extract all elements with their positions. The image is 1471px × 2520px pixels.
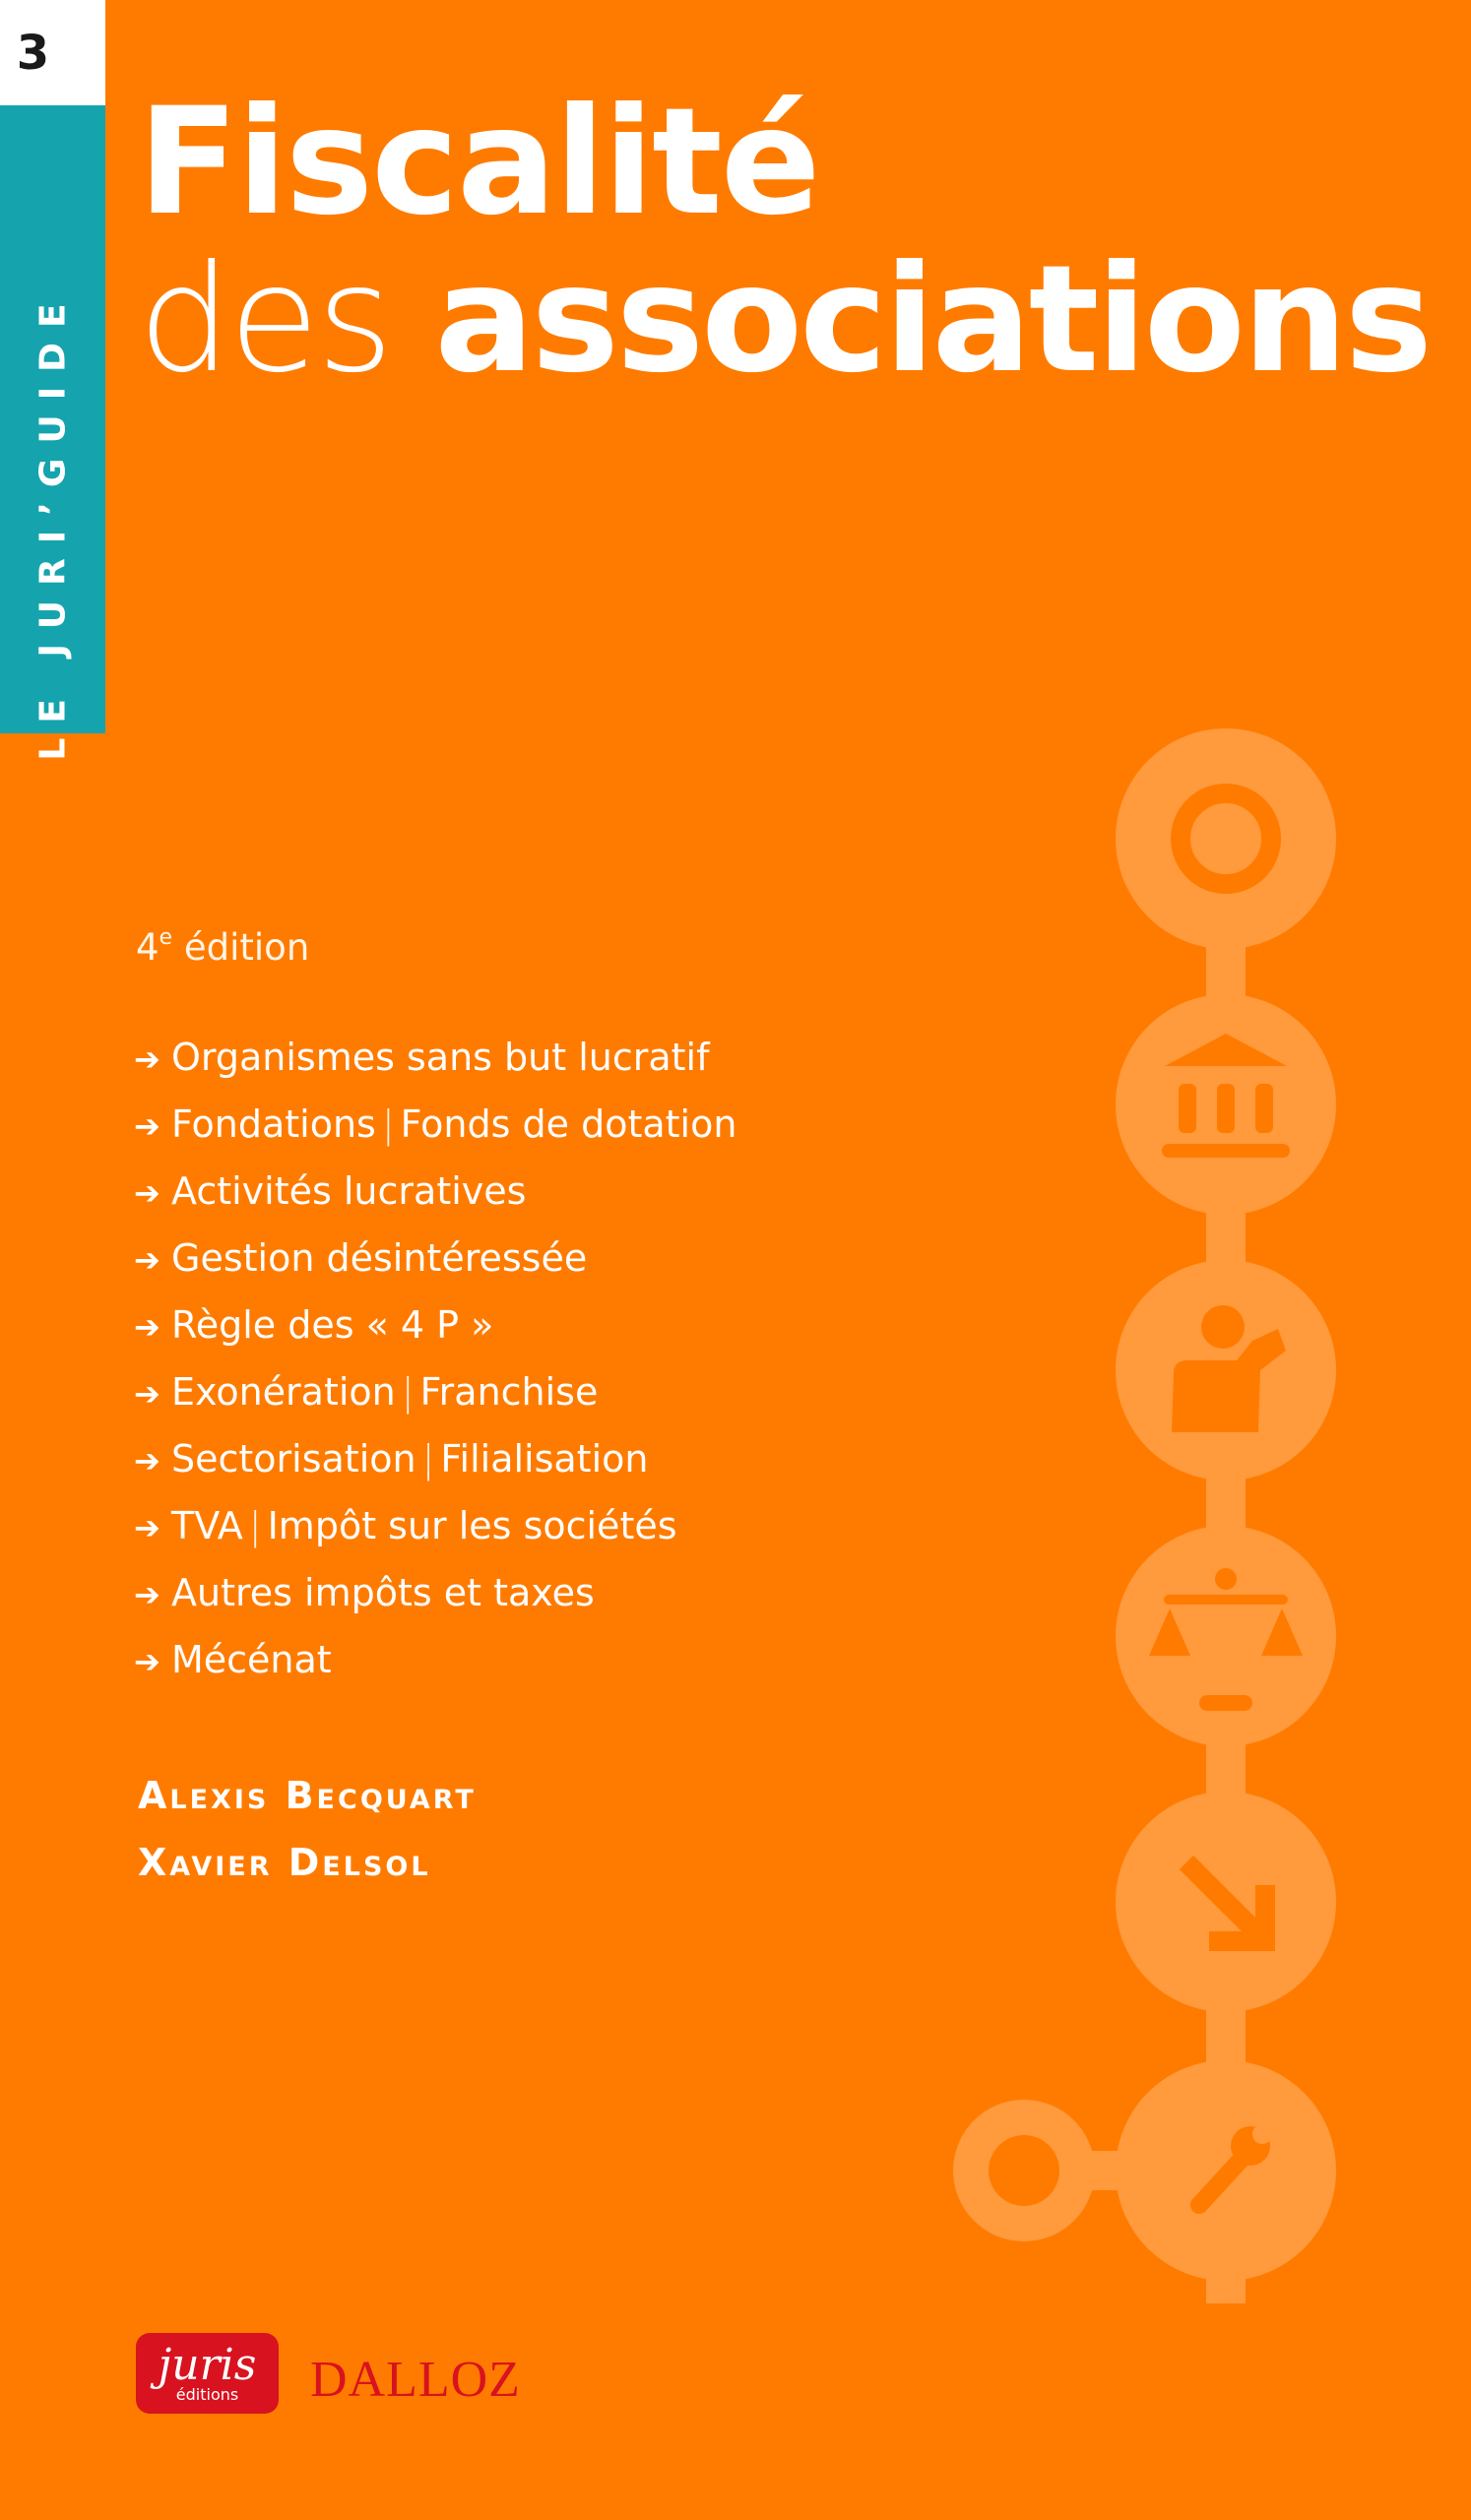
arrow-right-icon: ➔	[134, 1040, 160, 1078]
edition-suffix: e	[159, 925, 173, 950]
topic-label: Gestion désintéressée	[171, 1236, 588, 1280]
book-title-line1: Fiscalité	[138, 77, 819, 248]
topic-label: Organismes sans but lucratif	[171, 1036, 710, 1079]
topic-label: Autres impôts et taxes	[171, 1571, 595, 1614]
scales-icon	[1116, 1526, 1336, 1746]
topic-label: Impôt sur les sociétés	[267, 1504, 677, 1547]
juris-logo-sub: éditions	[175, 2385, 239, 2404]
ring-icon	[1116, 728, 1336, 949]
topic-separator: |	[421, 1437, 435, 1480]
arrow-right-icon: ➔	[134, 1174, 160, 1212]
topic-label: Exonération	[171, 1370, 396, 1414]
topic-label: TVA	[171, 1504, 243, 1547]
arrow-right-icon: ➔	[134, 1241, 160, 1279]
arrow-right-icon: ➔	[134, 1375, 160, 1413]
arrow-right-icon: ➔	[134, 1643, 160, 1680]
arrow-right-icon: ➔	[134, 1576, 160, 1613]
ring-branch-icon	[953, 2100, 1095, 2241]
edition-number: 4	[136, 926, 160, 969]
topic-label: Activités lucratives	[171, 1169, 527, 1213]
series-name: LE JURI’GUIDE	[32, 288, 74, 761]
topic-label: Mécénat	[171, 1638, 332, 1681]
edition-word: édition	[183, 926, 310, 969]
wrench-icon	[1116, 2060, 1336, 2281]
author-name: Xavier Delsol	[138, 1841, 431, 1884]
topic-separator: |	[401, 1370, 415, 1414]
arrow-right-icon: ➔	[134, 1107, 160, 1145]
topic-label: Franchise	[419, 1370, 599, 1414]
series-number: 3	[0, 0, 105, 105]
arrow-right-icon: ➔	[134, 1442, 160, 1480]
topic-separator: |	[248, 1504, 262, 1547]
topic-label: Fondations	[171, 1102, 376, 1146]
arrow-down-right-icon	[1116, 1792, 1336, 2012]
arrow-right-icon: ➔	[134, 1509, 160, 1546]
topic-separator: |	[381, 1102, 395, 1146]
title-word-associations: associations	[434, 234, 1430, 406]
dalloz-logo: DALLOZ	[310, 2352, 521, 2408]
juris-logo	[136, 2333, 279, 2414]
topic-label: Fonds de dotation	[400, 1102, 737, 1146]
arrow-right-icon: ➔	[134, 1308, 160, 1346]
title-word-des: des	[138, 234, 391, 406]
topic-label: Filialisation	[440, 1437, 649, 1480]
person-icon	[1116, 1260, 1336, 1480]
topic-label: Règle des « 4 P »	[171, 1303, 494, 1347]
juris-logo-word: juris	[158, 2340, 257, 2390]
museum-icon	[1116, 994, 1336, 1215]
author-name: Alexis Becquart	[138, 1774, 477, 1817]
topic-label: Sectorisation	[171, 1437, 416, 1480]
